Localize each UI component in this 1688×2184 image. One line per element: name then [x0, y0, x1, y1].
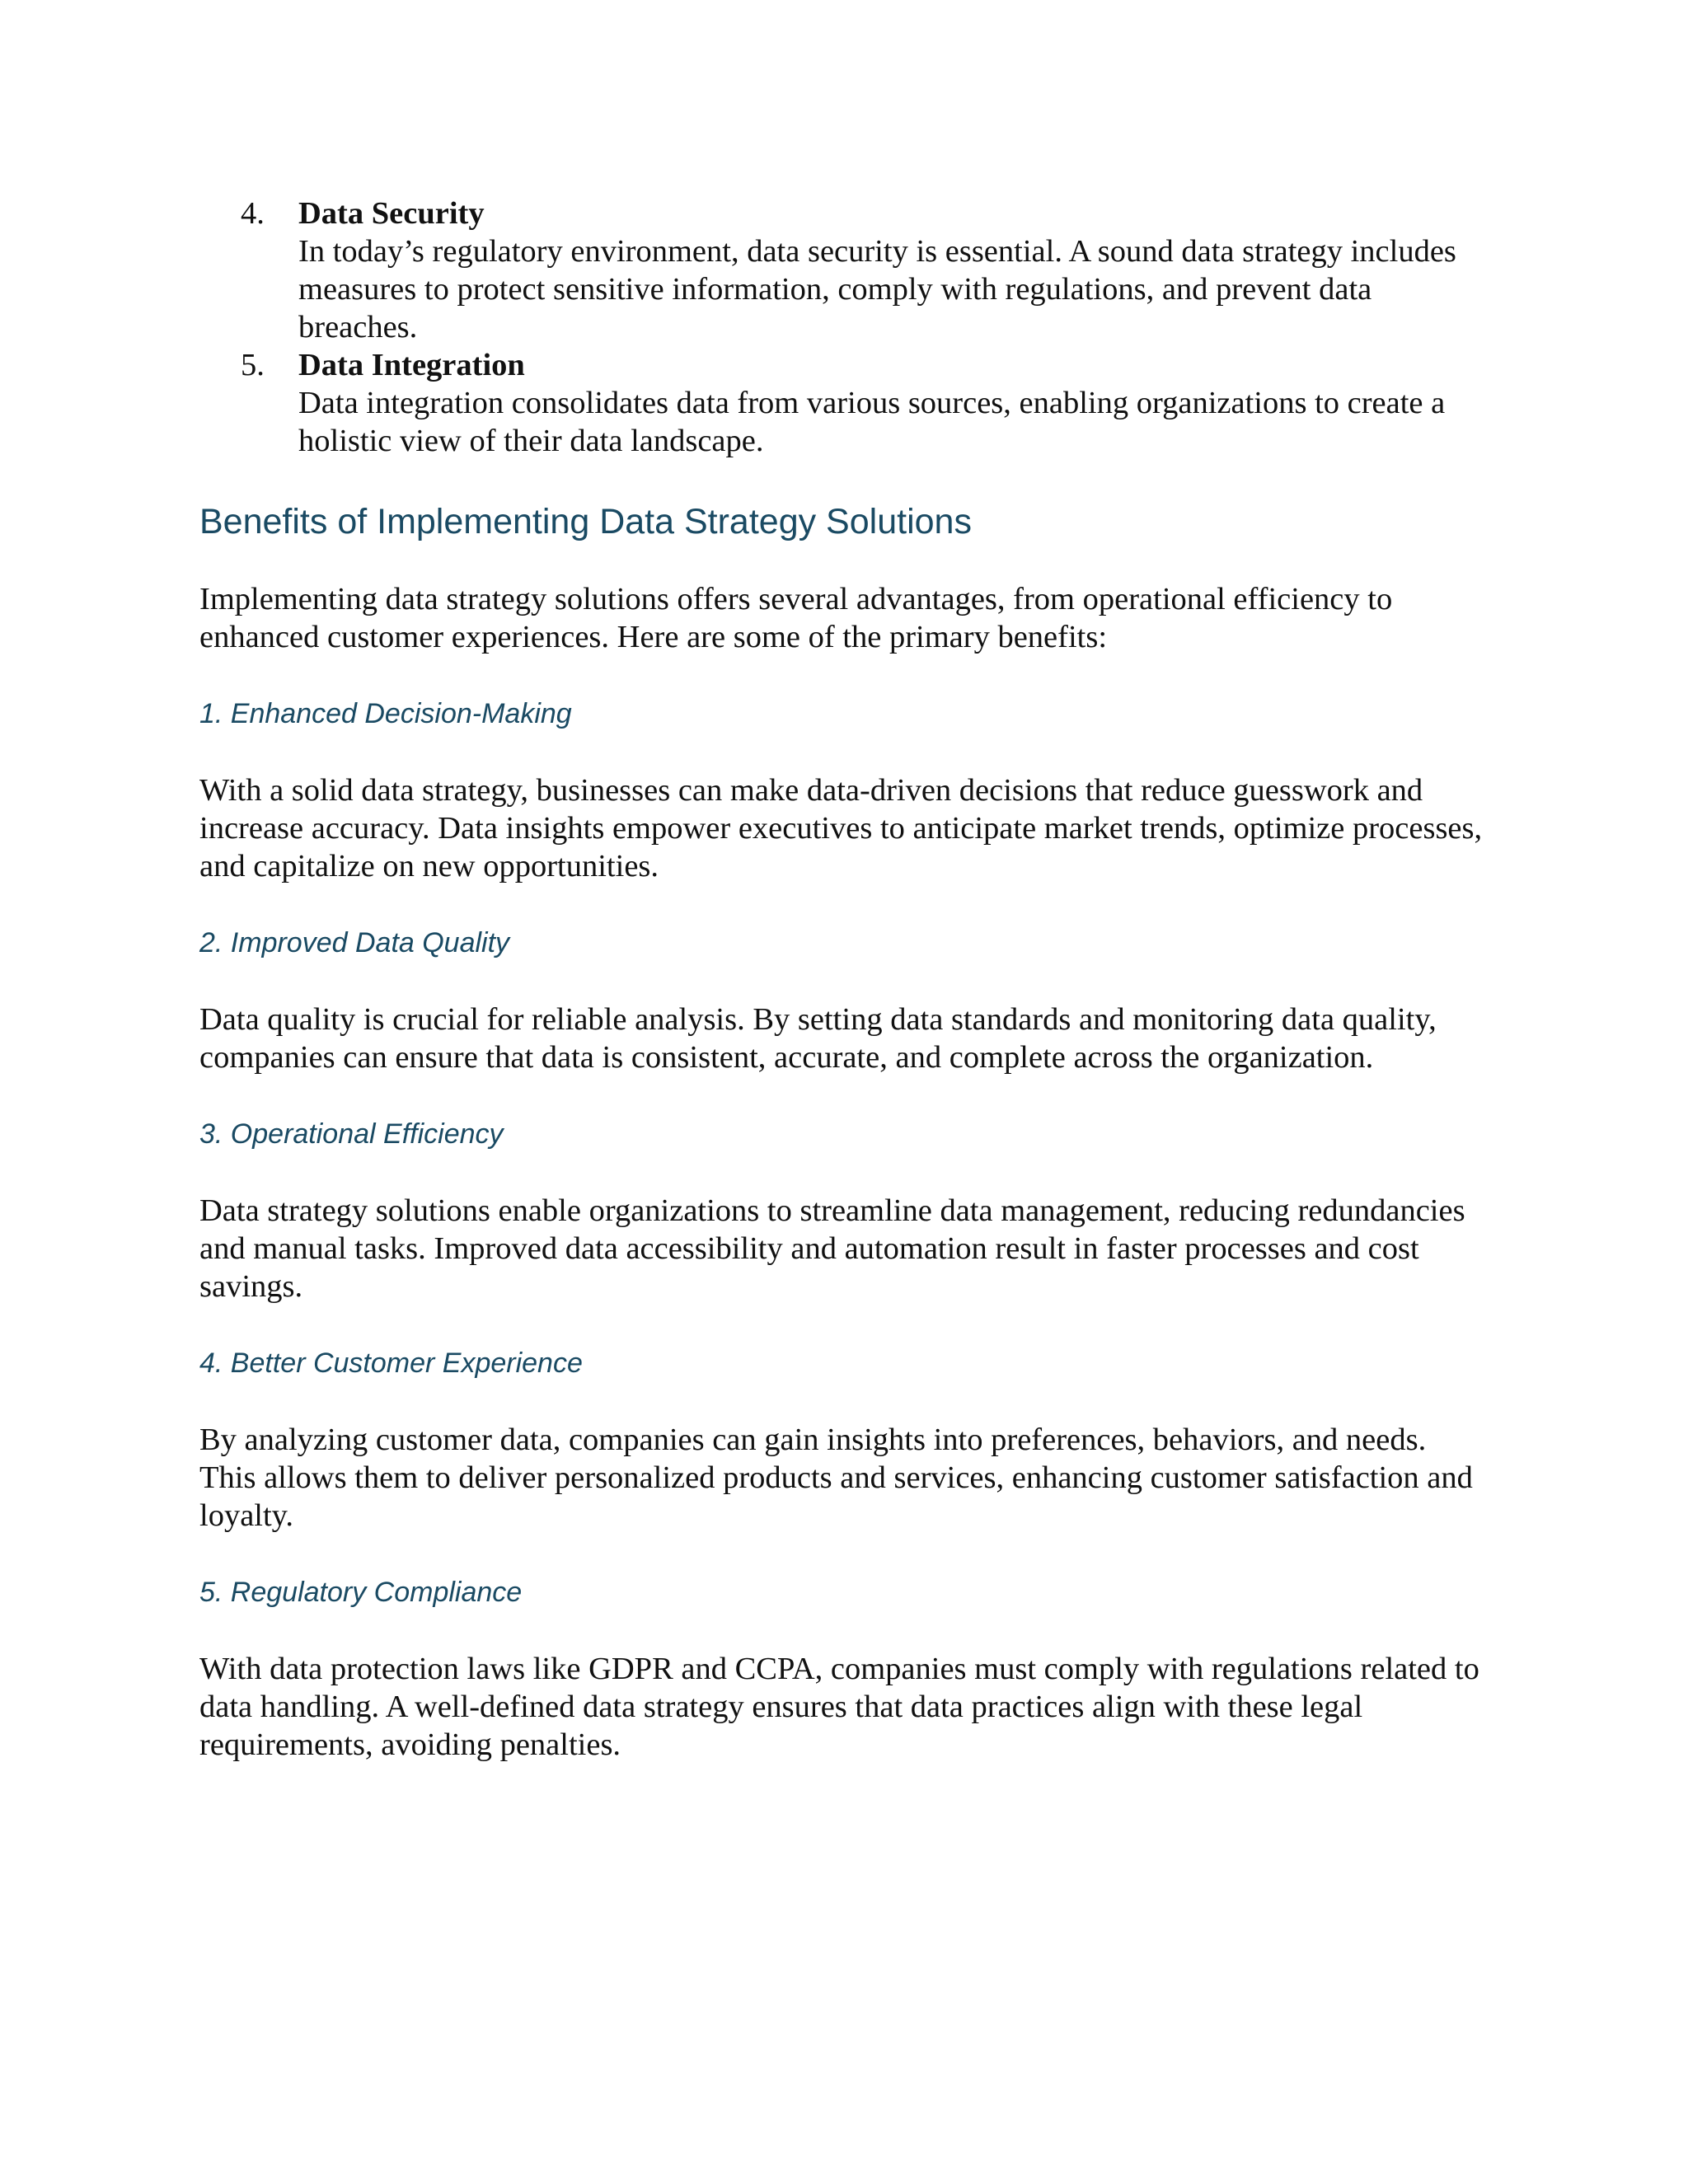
section-intro: Implementing data strategy solutions offers several advantages, from operational efficiency to enhanced customer experiences. Here are some of the primary benefits: — [199, 582, 1393, 654]
list-item-body: Data integration consolidates data from various sources, enabling organizations to create a holistic view of their data landscape. — [298, 386, 1446, 458]
benefit-body-decision-making: With a solid data strategy, businesses can make data-driven decisions that reduce guesswork and increase accuracy. Data insights empower executives to anticipate market trends, optimize processes, and capitalize on new opportunities. — [199, 773, 1483, 883]
list-item-title: Data Integration — [298, 348, 525, 382]
list-number: 5. — [241, 348, 265, 382]
list-number: 4. — [241, 196, 265, 231]
benefit-heading-operational-efficiency: 3. Operational Efficiency — [199, 1118, 504, 1150]
benefit-body-regulatory-compliance: With data protection laws like GDPR and CCPA, companies must comply with regulations related to data handling. A well-defined data strategy ensures that data practices align with these legal requirements, avoiding penalties. — [199, 1652, 1479, 1762]
benefit-heading-regulatory-compliance: 5. Regulatory Compliance — [199, 1577, 523, 1608]
page-content — [199, 194, 1485, 1764]
benefit-heading-decision-making: 1. Enhanced Decision-Making — [199, 698, 572, 729]
benefit-heading-data-quality: 2. Improved Data Quality — [199, 927, 510, 958]
list-item-body: In today’s regulatory environment, data security is essential. A sound data strategy includes measures to protect sensitive information, comply with regulations, and prevent data breaches. — [298, 234, 1456, 344]
benefit-body-operational-efficiency: Data strategy solutions enable organizations to streamline data management, reducing redundancies and manual tasks. Improved data accessibility and automation result in faster processes and cost savings. — [199, 1193, 1465, 1304]
list-item-data-integration — [199, 346, 1485, 460]
benefit-heading-customer-experience: 4. Better Customer Experience — [199, 1347, 583, 1379]
list-item-title: Data Security — [298, 196, 485, 231]
benefit-body-data-quality: Data quality is crucial for reliable analysis. By setting data standards and monitoring data quality, companies can ensure that data is consistent, accurate, and complete across the organization. — [199, 1002, 1437, 1075]
benefit-body-customer-experience: By analyzing customer data, companies can gain insights into preferences, behaviors, and needs. This allows them to deliver personalized products and services, enhancing customer satisfaction and loyalty. — [199, 1422, 1473, 1533]
section-heading: Benefits of Implementing Data Strategy Solutions — [199, 502, 972, 541]
list-item-data-security — [199, 194, 1485, 346]
